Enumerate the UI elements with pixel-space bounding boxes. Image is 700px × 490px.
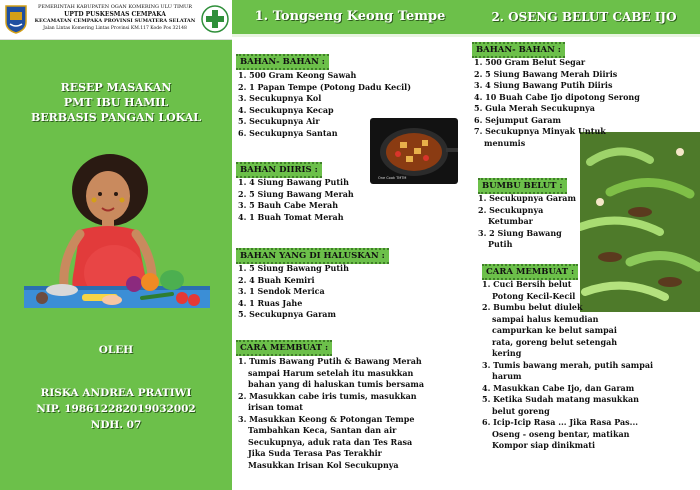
cover-panel <box>0 0 232 490</box>
author-block <box>0 385 232 433</box>
recipe-1-title: 1. Tongseng Keong Tempe <box>232 0 468 37</box>
step-line: Potong Kecil-Kecil <box>492 290 576 301</box>
step-line: kering <box>492 348 522 358</box>
recipe-2-bumbu-label: BUMBU BELUT : <box>478 178 567 194</box>
list-item: 4. Secukupnya Kecap <box>238 104 334 115</box>
tongseng-photo <box>370 118 458 184</box>
list-item: 1. 500 Gram Belut Segar <box>474 57 586 67</box>
recipe-2-bahan-label: BAHAN- BAHAN : <box>472 42 565 58</box>
regency-emblem-icon <box>4 4 28 34</box>
cover-title <box>0 80 232 125</box>
letterhead-line-3: KECAMATAN CEMPAKA PROVINSI SUMATERA SELATAN <box>34 18 196 24</box>
step-line: irisan tomat <box>248 402 303 412</box>
recipe-2-cara-list <box>482 279 653 452</box>
cover-title-line: RESEP MASAKAN <box>60 81 172 94</box>
step-line: campurkan ke belut sampai <box>492 325 617 335</box>
recipe-2-title: 2. OSENG BELUT CABE IJO <box>468 0 700 37</box>
step-line: Masukkan Irisan Kol Secukupnya <box>248 459 399 470</box>
recipe-2-bahan-list <box>474 57 640 149</box>
list-item: 2. 1 Papan Tempe (Potong Dadu Kecil) <box>238 81 411 92</box>
author-nip: NIP. 198612282019032002 <box>36 403 196 415</box>
list-item: 2. 4 Buah Kemiri <box>238 274 315 285</box>
list-item: 1. 500 Gram Keong Sawah <box>238 70 357 80</box>
list-item: Putih <box>488 239 513 249</box>
list-item: 3. 2 Siung Bawang <box>478 227 562 238</box>
step-line: bahan yang di haluskan tumis bersama <box>248 379 425 389</box>
recipe-1-bahan-label: BAHAN- BAHAN : <box>236 54 329 70</box>
step-line: Jika Suda Terasa Pas Terakhir <box>248 448 382 458</box>
recipe-1-cara-label: CARA MEMBUAT : <box>236 340 332 356</box>
list-item: 4. 1 Ruas Jahe <box>238 297 303 308</box>
step-line: 1. Cuci Bersih belut <box>482 279 572 289</box>
step-line: 5. Ketika Sudah matang masukkan <box>482 394 639 404</box>
step-line: Secukupnya, aduk rata dan Tes Rasa <box>248 436 413 447</box>
list-item: 5. Secukupnya Air <box>238 116 320 126</box>
list-item: 7. Secukupnya Minyak Untuk <box>474 126 606 136</box>
step-line: 3. Tumis bawang merah, putih sampai <box>482 359 654 370</box>
recipe-2-panel <box>468 0 700 490</box>
list-item: 2. 5 Siung Bawang Merah <box>238 188 354 199</box>
list-item: 6. Sejumput Garam <box>474 114 561 125</box>
recipe-1-diiris-list <box>238 177 354 223</box>
list-item: Ketumbar <box>488 216 533 226</box>
recipe-1-haluskan-list <box>238 263 349 321</box>
puskesmas-cross-icon <box>201 5 229 33</box>
list-item: 5. Gula Merah Secukupnya <box>474 103 595 113</box>
letterhead-line-4: Jalan Lintas Komering Lintas Provinsi KM.117 Kode Pos 32148 <box>43 26 187 31</box>
step-line: 4. Masukkan Cabe Ijo, dan Garam <box>482 382 635 393</box>
letterhead-line-2: UPTD PUSKESMAS CEMPAKA <box>64 11 166 18</box>
step-line: 3. Masukkan Keong & Potongan Tempe <box>238 413 415 424</box>
list-item: 4. 10 Buah Cabe Ijo dipotong Serong <box>474 91 640 102</box>
list-item: 4. 1 Buah Tomat Merah <box>238 211 344 222</box>
step-line: Tambahkan Keca, Santan dan air <box>248 425 397 435</box>
step-line: belut goreng <box>492 405 550 416</box>
recipe-1-haluskan-label: BAHAN YANG DI HALUSKAN : <box>236 248 389 264</box>
step-line: 2. Masukkan cabe iris tumis, masukkan <box>238 390 417 401</box>
letterhead <box>0 0 232 40</box>
list-item: 1. 4 Siung Bawang Putih <box>238 177 349 187</box>
step-line: Kompor siap dinikmati <box>492 440 596 450</box>
step-line: Oseng - oseng bentar, matikan <box>492 428 630 439</box>
letterhead-line-1: PEMERINTAH KABUPATEN OGAN KOMERING ULU TIMUR <box>37 4 193 10</box>
step-line: 2. Bumbu belut diulek <box>482 302 583 312</box>
wok-dish-icon <box>370 118 458 184</box>
list-item: 6. Secukupnya Santan <box>238 127 338 138</box>
recipe-1-panel <box>232 0 468 490</box>
list-item: menumis <box>484 137 526 148</box>
cover-title-line: BERBASIS PANGAN LOKAL <box>30 111 202 124</box>
list-item: 3. 4 Siung Bawang Putih Diiris <box>474 80 613 90</box>
step-line: sampai halus kemudian <box>492 313 599 324</box>
list-item: 2. Secukupnya <box>478 204 544 215</box>
pregnant-woman-cooking-illustration <box>22 148 212 323</box>
by-label: OLEH <box>98 344 134 356</box>
step-line: sampai Harum setelah itu masukkan <box>248 367 414 378</box>
cover-title-line: PMT IBU HAMIL <box>63 96 169 109</box>
recipe-2-cara-label: CARA MEMBUAT : <box>482 264 578 280</box>
step-line: 1. Tumis Bawang Putih & Bawang Merah <box>238 356 422 366</box>
author-ndh: NDH. 07 <box>90 419 142 431</box>
step-line: 6. Icip-Icip Rasa ... Jika Rasa Pas... <box>482 417 639 427</box>
list-item: 3. 5 Bauh Cabe Merah <box>238 200 339 210</box>
list-item: 1. 5 Siung Bawang Putih <box>238 263 349 273</box>
recipe-1-cara-list <box>238 356 424 471</box>
list-item: 5. Secukupnya Garam <box>238 309 336 319</box>
list-item: 1. Secukupnya Garam <box>478 193 576 203</box>
recipe-1-diiris-label: BAHAN DIIRIS : <box>236 162 322 178</box>
author-name: RISKA ANDREA PRATIWI <box>40 387 192 399</box>
list-item: 3. Secukupnya Kol <box>238 93 322 103</box>
list-item: 3. 1 Sendok Merica <box>238 286 325 296</box>
list-item: 2. 5 Siung Bawang Merah Diiris <box>474 68 618 79</box>
step-line: rata, goreng belut setengah <box>492 336 618 347</box>
photo-caption: One Cook TMTM <box>378 176 407 180</box>
step-line: harum <box>492 371 522 381</box>
recipe-2-bumbu-list <box>478 193 576 251</box>
